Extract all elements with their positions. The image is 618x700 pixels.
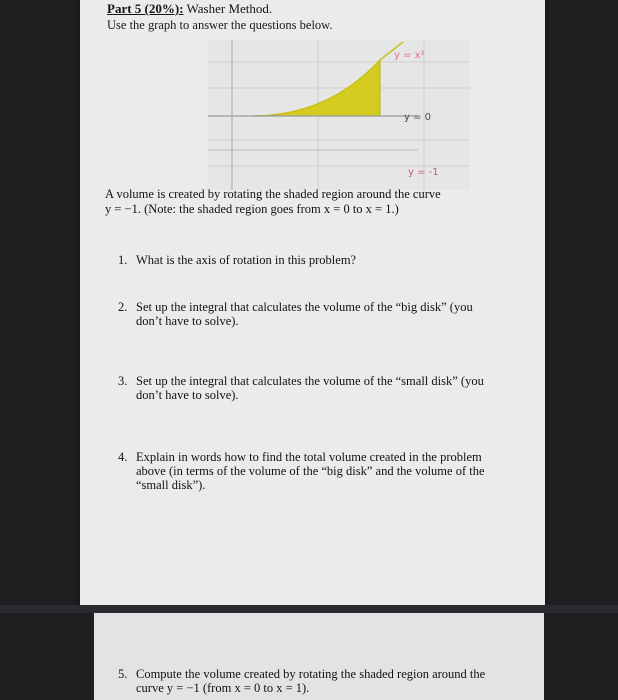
question-text: Explain in words how to find the total volume created in the problem above (in terms of the volume of the “big disk” and the volume of the “small disk”). [136,450,485,492]
zero-line-label: y = 0 [404,112,432,123]
question-4 [118,450,498,492]
region-graph [208,40,470,190]
instruction-text: Use the graph to answer the questions below. [107,18,333,32]
question-number: 2. [118,300,128,314]
question-2 [118,300,508,328]
axis-line-label: y = -1 [408,167,439,178]
question-1 [118,253,498,267]
question-number: 3. [118,374,128,388]
question-number: 1. [118,253,128,267]
part-heading [107,2,272,16]
intro-line-1: A volume is created by rotating the shaded region around the curve [105,187,441,201]
question-3 [118,374,498,402]
question-number: 5. [118,667,128,681]
intro-line-2: y = −1. (Note: the shaded region goes from x = 0 to x = 1.) [105,202,399,216]
question-5 [118,667,508,695]
question-number: 4. [118,450,128,464]
question-text: Set up the integral that calculates the volume of the “small disk” (you don’t have to solve). [136,374,484,402]
question-text: Set up the integral that calculates the volume of the “big disk” (you don’t have to solve). [136,300,473,328]
question-text: Compute the volume created by rotating the shaded region around the curve y = −1 (from x = 0 to x = 1). [136,667,486,695]
problem-intro [105,187,485,217]
curve-label: y = x² [394,50,425,61]
question-text: What is the axis of rotation in this problem? [136,253,357,267]
part-label: Part 5 (20%): [107,1,184,16]
part-title: Washer Method. [186,1,273,16]
page-gap [0,605,618,613]
